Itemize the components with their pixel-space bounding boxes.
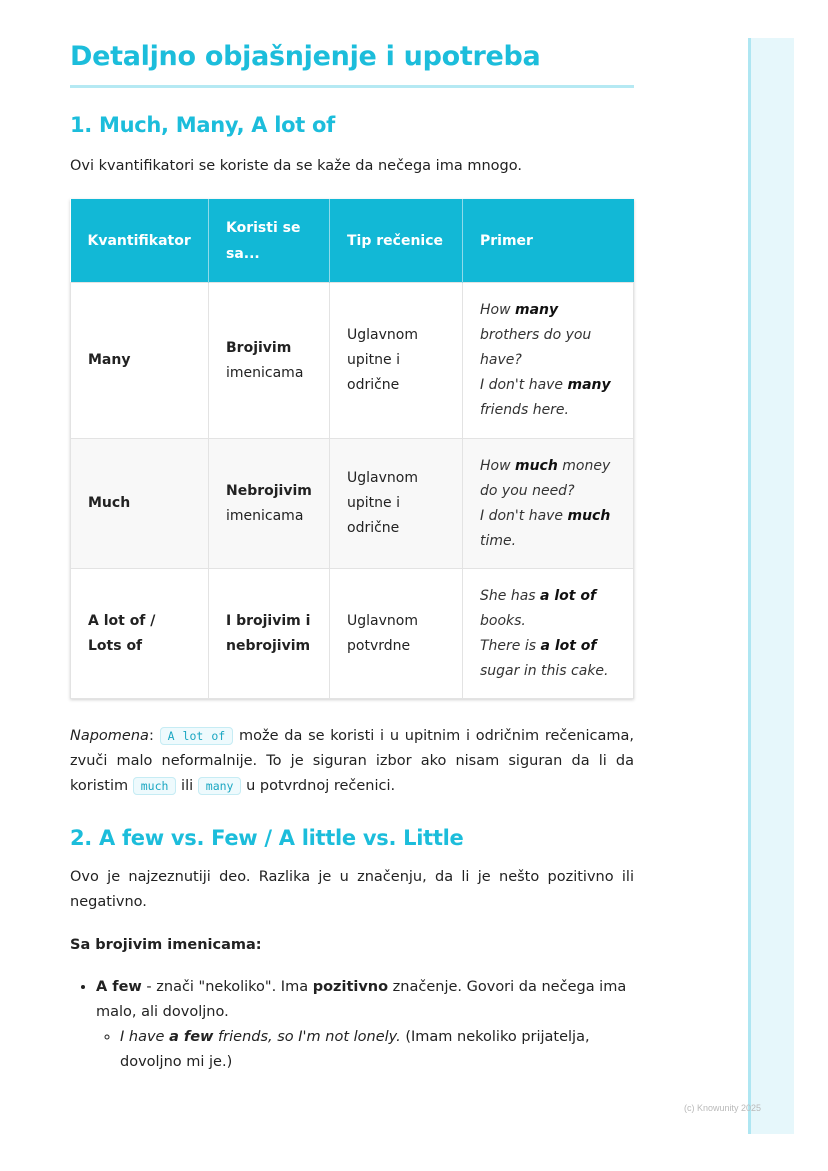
copyright-footer: (c) Knowunity 2025 bbox=[684, 1103, 762, 1113]
example-cell: How many brothers do you have? I don't have many friends here. bbox=[463, 283, 634, 439]
sentence-type-cell: Uglavnom upitne i odrične bbox=[330, 439, 463, 569]
table-header-cell: Koristi se sa... bbox=[209, 199, 330, 283]
table-row bbox=[71, 569, 634, 699]
inline-code: much bbox=[133, 777, 177, 795]
section-2-subheading: Sa brojivim imenicama: bbox=[70, 937, 262, 953]
sentence-type-cell: Uglavnom upitne i odrične bbox=[330, 283, 463, 439]
inline-code: A lot of bbox=[160, 727, 234, 745]
sub-list bbox=[96, 1025, 634, 1075]
explanation-list bbox=[70, 975, 634, 1075]
table-row bbox=[71, 439, 634, 569]
used-with-cell: Nebrojivim imenicama bbox=[209, 439, 330, 569]
example-cell: She has a lot of books. There is a lot of sugar in this cake. bbox=[463, 569, 634, 699]
sentence-type-cell: Uglavnom potvrdne bbox=[330, 569, 463, 699]
table-row bbox=[71, 283, 634, 439]
inline-code: many bbox=[198, 777, 242, 795]
example-cell: How much money do you need? I don't have much time. bbox=[463, 439, 634, 569]
page-side-panel bbox=[748, 38, 794, 1134]
table-header-cell: Tip rečenice bbox=[330, 199, 463, 283]
table-header-cell: Kvantifikator bbox=[71, 199, 209, 283]
quantifier-cell: A lot of / Lots of bbox=[71, 569, 209, 699]
used-with-cell: I brojivim i nebrojivim bbox=[209, 569, 330, 699]
usage-note: Napomena: A lot of može da se koristi i u upitnim i odričnim rečenicama, zvuči malo neformalnije. To je siguran izbor ako nisam siguran da li da koristim much ili many u potvrdnoj rečenici. bbox=[70, 728, 634, 794]
page-title: Detaljno objašnjenje i upotreba bbox=[70, 36, 634, 88]
note-label: Napomena bbox=[70, 728, 149, 744]
list-item: • A few - znači "nekoliko". Ima pozitivno značenje. Govori da nečega ima malo, ali dovoljno. ◦ I have a few friends, so I'm not lonely. (Imam nekoliko prijatelja, dovoljno mi je.) bbox=[96, 975, 634, 1075]
quantifier-cell: Many bbox=[71, 283, 209, 439]
list-item: ◦ I have a few friends, so I'm not lonely. (Imam nekoliko prijatelja, dovoljno mi je.) bbox=[120, 1025, 634, 1075]
quantifier-cell: Much bbox=[71, 439, 209, 569]
table-header-cell: Primer bbox=[463, 199, 634, 283]
table-header-row bbox=[71, 199, 634, 283]
section-1-intro: Ovi kvantifikatori se koriste da se kaže da nečega ima mnogo. bbox=[70, 158, 522, 174]
section-2-intro: Ovo je najzeznutiji deo. Razlika je u značenju, da li je nešto pozitivno ili negativno. bbox=[70, 869, 634, 910]
quantifier-table-wrapper bbox=[70, 199, 634, 699]
quantifier-table bbox=[70, 199, 634, 699]
section-1-heading: 1. Much, Many, A lot of bbox=[70, 113, 336, 137]
section-2-heading: 2. A few vs. Few / A little vs. Little bbox=[70, 826, 464, 850]
used-with-cell: Brojivim imenicama bbox=[209, 283, 330, 439]
document-body bbox=[70, 36, 634, 1075]
